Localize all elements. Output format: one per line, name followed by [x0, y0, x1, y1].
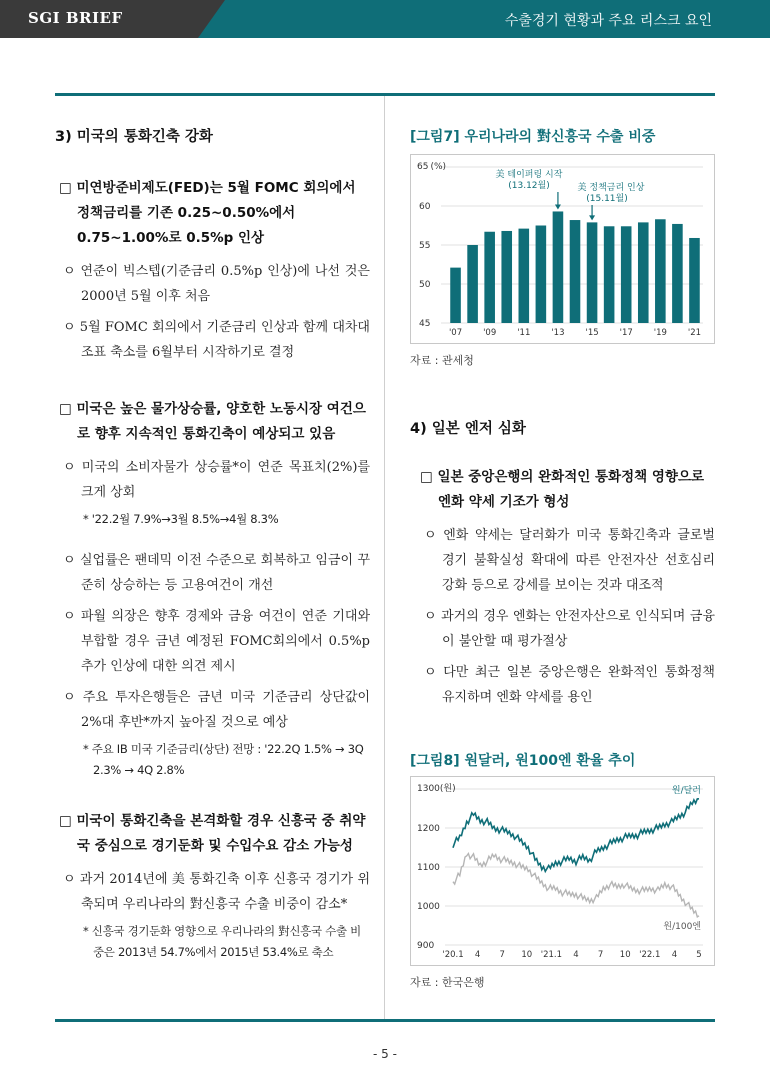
right-column: [410, 417, 715, 710]
page-header: [0, 0, 770, 38]
fig8-y-tick: 1000: [417, 902, 440, 912]
list-item: ㅇ 엔화 약세는 달러화가 미국 통화긴축과 글로벌 경기 불확실성 확대에 따른 안전자산 선호심리 강화 등으로 강세를 보이는 것과 대조적: [424, 528, 715, 593]
fig7-y-tick: 60: [419, 202, 431, 212]
series-usd-line: [453, 799, 699, 872]
fig7-x-tick: '21: [687, 328, 702, 338]
fig8-x-tick: 4: [573, 950, 579, 960]
block-yen: [410, 465, 715, 710]
fig7-bar: [536, 226, 547, 324]
fig7-bar: [519, 229, 530, 323]
fig7-bar: [689, 238, 700, 323]
fig7-bar: [501, 231, 512, 323]
fig7-y-tick: 50: [419, 280, 431, 290]
fig8-y-tick: 1100: [417, 863, 440, 873]
fig7-bar: [621, 226, 632, 323]
fig7-bar: [570, 220, 581, 323]
fig8-x-tick: '22.1: [639, 950, 661, 960]
fig7-y-tick: 45: [419, 319, 431, 329]
fig8-y-unit: 1300(원): [417, 784, 456, 794]
top-rule: [55, 93, 715, 96]
fig7-y-unit: 65 (%): [417, 162, 447, 172]
fig7-chart-box: [410, 154, 715, 344]
legend-jpy: 원/100엔: [663, 922, 701, 932]
list-item: ㅇ 주요 투자은행들은 금년 미국 기준금리 상단값이 2%대 후반*까지 높아질 것으로 예상: [63, 690, 370, 730]
fig8-x-tick: '21.1: [540, 950, 563, 960]
block-fed: [55, 176, 370, 365]
fig8-chart-box: [410, 776, 715, 966]
fig7-bar: [672, 224, 683, 323]
fig8-x-tick: 4: [671, 950, 678, 960]
fig7-arrow-head: [555, 204, 561, 209]
fig7-y-tick: 55: [419, 241, 431, 251]
column-divider: [384, 96, 385, 1019]
fig7-x-tick: '13: [551, 328, 565, 338]
fig7-title: [그림7] 우리나라의 對신흥국 수출 비중: [410, 129, 656, 145]
block-us-outlook: [55, 397, 370, 781]
fig7-x-tick: '11: [517, 328, 531, 338]
fig7-bar: [484, 232, 495, 323]
fig7-annotation-taper-date: (13.12월): [508, 181, 550, 191]
page-number: - 5 -: [373, 1047, 397, 1061]
fig8-y-tick: 1200: [417, 824, 440, 834]
fig7-bar: [655, 219, 666, 323]
block-heading: □ 미국은 높은 물가상승률, 양호한 노동시장 여건으로 향후 지속적인 통화긴축이 예상되고 있음: [59, 401, 366, 442]
fig8-y-tick: 900: [417, 941, 435, 951]
list-item: ㅇ 파월 의장은 향후 경제와 금융 여건이 연준 기대와 부합할 경우 금년 예정된 FOMC회의에서 0.5%p 추가 인상에 대한 의견 제시: [63, 609, 370, 674]
fig8-x-tick: '20.1: [442, 950, 464, 960]
fig7-x-tick: '19: [653, 328, 667, 338]
bottom-rule: [55, 1019, 715, 1022]
fig7-bar: [604, 226, 615, 323]
fig8-chart: [411, 777, 714, 965]
fig7-annotation-hike-date: (15.11월): [586, 194, 628, 204]
footnote: * '22.2월 7.9%→3월 8.5%→4월 8.3%: [83, 512, 279, 526]
fig8-title: [그림8] 원달러, 원100엔 환율 추이: [410, 753, 636, 769]
fig8-x-tick: 7: [597, 950, 604, 960]
fig7-source: 자료 : 관세청: [410, 354, 474, 367]
fig7-bar: [553, 211, 564, 323]
list-item: ㅇ 과거 2014년에 美 통화긴축 이후 신흥국 경기가 위축되며 우리나라의 對신흥국 수출 비중이 감소*: [63, 872, 370, 912]
fig8-x-tick: 10: [619, 950, 631, 960]
fig7-chart: [411, 155, 714, 343]
list-item: ㅇ 5월 FOMC 회의에서 기준금리 인상과 함께 대차대조표 축소를 6월부터 시작하기로 결정: [63, 320, 370, 360]
block-heading: □ 일본 중앙은행의 완화적인 통화정책 영향으로 엔화 약세 기조가 형성: [420, 469, 705, 510]
fig7-arrow-head: [589, 215, 595, 220]
fig7-bar: [467, 245, 478, 323]
fig8-x-tick: 7: [499, 950, 505, 960]
brand-logo: SGI BRIEF: [28, 9, 123, 27]
footnote: * 주요 IB 미국 기준금리(상단) 전망 : '22.2Q 1.5% → 3Q 2.3% → 4Q 2.8%: [83, 742, 364, 777]
fig7-x-tick: '09: [483, 328, 497, 338]
fig8-source: 자료 : 한국은행: [410, 976, 485, 989]
fig7-x-tick: '07: [448, 328, 463, 338]
list-item: ㅇ 실업률은 팬데믹 이전 수준으로 회복하고 임금이 꾸준히 상승하는 등 고용여건이 개선: [63, 553, 370, 593]
section-title-japan: 4) 일본 엔저 심화: [410, 421, 526, 437]
section-title-us: 3) 미국의 통화긴축 강화: [55, 129, 213, 145]
footnote: * 신흥국 경기둔화 영향으로 우리나라의 對신흥국 수출 비중은 2013년 54.7%에서 2015년 53.4%로 축소: [83, 924, 361, 959]
fig8-x-tick: 4: [474, 950, 481, 960]
header-title: 수출경기 현황과 주요 리스크 요인: [504, 13, 712, 29]
fig7-annotation-hike: 美 정책금리 인상: [577, 183, 645, 193]
list-item: ㅇ 과거의 경우 엔화는 안전자산으로 인식되며 금융이 불안할 때 평가절상: [424, 609, 715, 649]
fig8-x-tick: 5: [696, 950, 702, 960]
list-item: ㅇ 연준이 빅스텝(기준금리 0.5%p 인상)에 나선 것은 2000년 5월 이후 처음: [63, 264, 370, 304]
left-column: [55, 125, 370, 963]
fig7-x-tick: '15: [585, 328, 599, 338]
block-emerging: [55, 809, 370, 963]
fig8-x-tick: 10: [521, 950, 533, 960]
fig7-bar: [638, 222, 649, 323]
list-item: ㅇ 미국의 소비자물가 상승률*이 연준 목표치(2%)를 크게 상회: [63, 460, 370, 500]
fig7-bar: [450, 268, 461, 323]
fig7-annotation-taper: 美 테이퍼링 시작: [495, 170, 563, 180]
fig7-bar: [587, 222, 598, 323]
legend-usd: 원/달러: [671, 786, 701, 796]
block-heading: □ 미국이 통화긴축을 본격화할 경우 신흥국 중 취약국 중심으로 경기둔화 및 수입수요 감소 가능성: [59, 813, 366, 854]
block-heading: □ 미연방준비제도(FED)는 5월 FOMC 회의에서 정책금리를 기존 0.25~0.50%에서 0.75~1.00%로 0.5%p 인상: [59, 180, 356, 246]
list-item: ㅇ 다만 최근 일본 중앙은행은 완화적인 통화정책 유지하며 엔화 약세를 용인: [424, 665, 715, 705]
fig7-x-tick: '17: [619, 328, 633, 338]
